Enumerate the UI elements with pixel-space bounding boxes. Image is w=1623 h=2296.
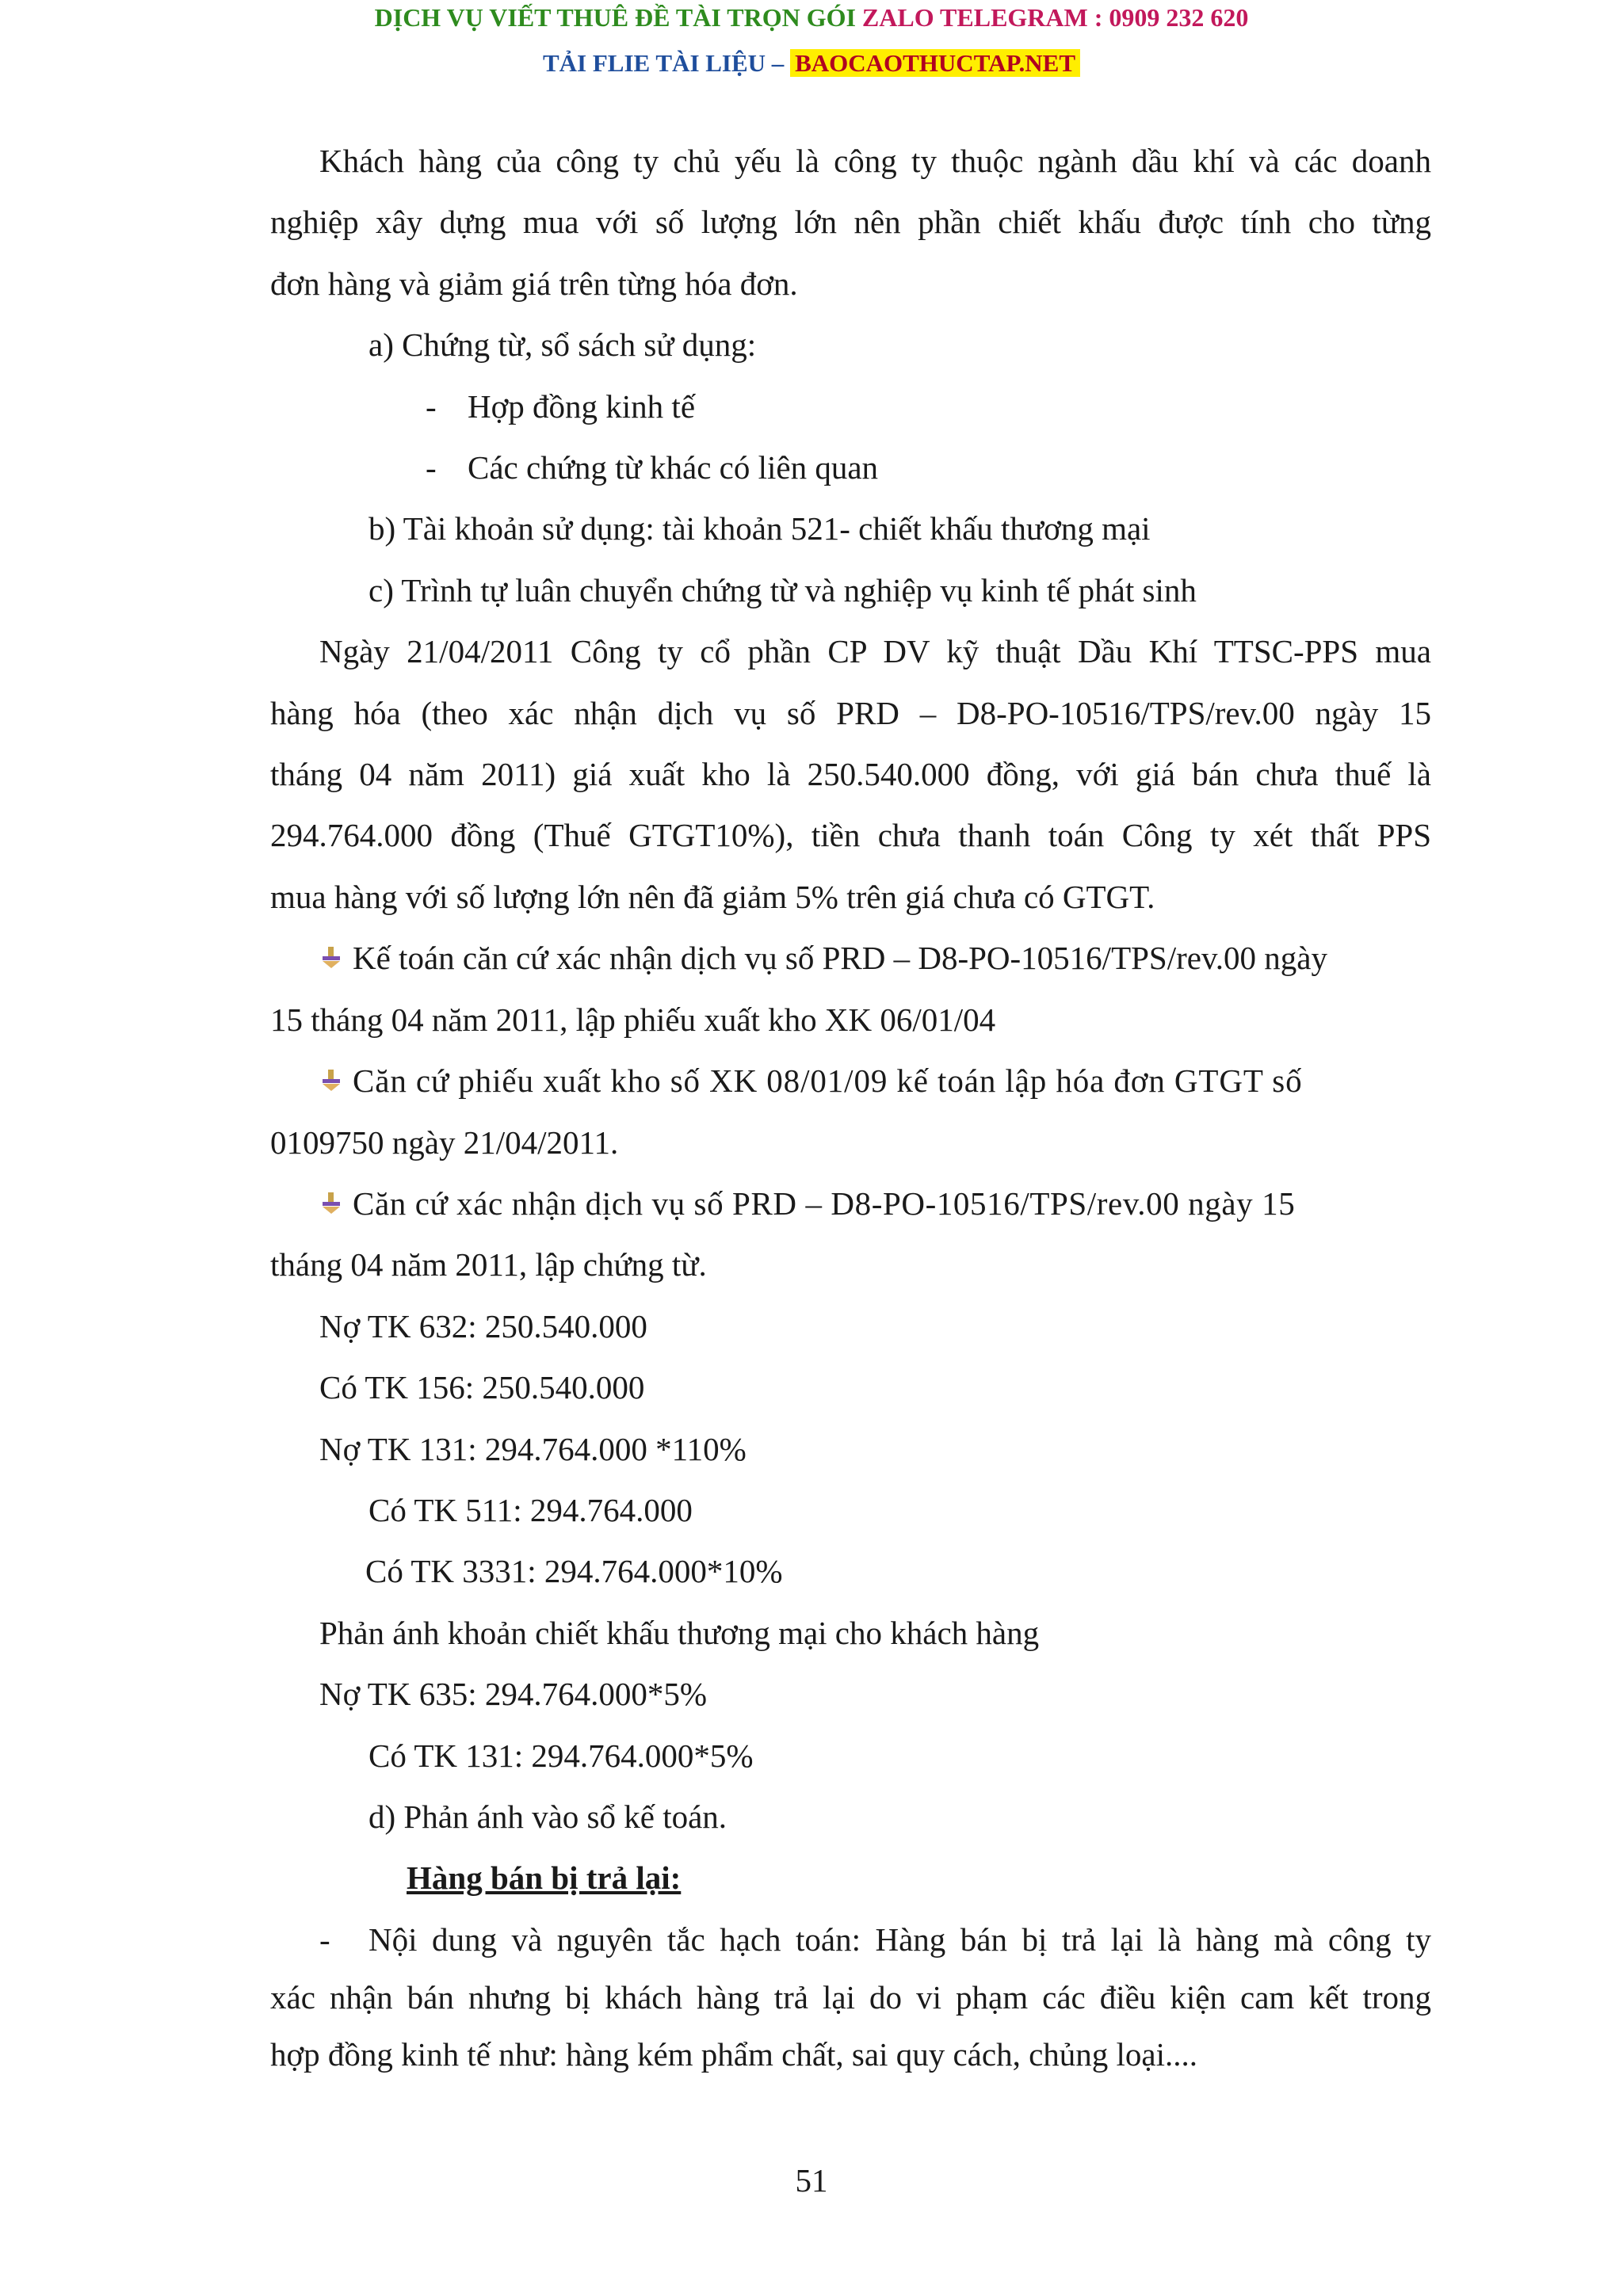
paragraph-text: Nội dung và nguyên tắc hạch toán: Hàng bán bị trả lại là hàng mà công ty bbox=[369, 1920, 1431, 1958]
header-site-link[interactable]: BAOCAOTHUCTAP.NET bbox=[790, 49, 1080, 77]
pointing-hand-icon bbox=[319, 1191, 343, 1215]
header-contact-text: ZALO TELEGRAM : 0909 232 620 bbox=[861, 3, 1249, 32]
journal-entry: Nợ TK 632: 250.540.000 bbox=[319, 1307, 647, 1344]
paragraph-line: hàng hóa (theo xác nhận dịch vụ số PRD – D8-PO-10516/TPS/rev.00 ngày 15 bbox=[270, 694, 1431, 731]
bullet-line bbox=[270, 928, 1431, 989]
paragraph-line: Khách hàng của công ty chủ yếu là công ty thuộc ngành dầu khí và các doanh bbox=[319, 143, 1431, 179]
journal-entry: Có TK 511: 294.764.000 bbox=[369, 1491, 693, 1528]
header-download-text: TẢI FLIE TÀI LIỆU – bbox=[542, 49, 791, 77]
document-body bbox=[270, 131, 1431, 2086]
bullet-line bbox=[270, 1051, 1431, 1112]
paragraph-line: mua hàng với số lượng lớn nên đã giảm 5% trên giá chưa có GTGT. bbox=[270, 878, 1155, 915]
list-item-text: Các chứng từ khác có liên quan bbox=[468, 449, 879, 486]
journal-entry: Có TK 131: 294.764.000*5% bbox=[369, 1737, 754, 1774]
list-item: - Các chứng từ khác có liên quan bbox=[426, 449, 879, 486]
page-number: 51 bbox=[795, 2162, 828, 2199]
paragraph-line: tháng 04 năm 2011, lập chứng từ. bbox=[270, 1246, 707, 1283]
header-service-text: DỊCH VỤ VIẾT THUÊ ĐỀ TÀI TRỌN GÓI bbox=[374, 3, 862, 32]
paragraph-line: hợp đồng kinh tế như: hàng kém phẩm chất, sai quy cách, chủng loại.... bbox=[270, 2036, 1198, 2073]
section-c-heading: c) Trình tự luân chuyển chứng từ và nghiệp vụ kinh tế phát sinh bbox=[369, 571, 1197, 608]
section-a-heading: a) Chứng từ, sổ sách sử dụng: bbox=[369, 326, 757, 364]
bullet-text: Căn cứ xác nhận dịch vụ số PRD – D8-PO-10516/TPS/rev.00 ngày 15 bbox=[353, 1184, 1296, 1222]
journal-entry: Nợ TK 131: 294.764.000 *110% bbox=[319, 1430, 747, 1467]
list-dash: - bbox=[319, 1920, 330, 1958]
bullet-line bbox=[270, 1173, 1431, 1234]
paragraph-line: Phản ánh khoản chiết khấu thương mại cho khách hàng bbox=[319, 1614, 1040, 1651]
paragraph-line: 15 tháng 04 năm 2011, lập phiếu xuất kho XK 06/01/04 bbox=[270, 1001, 996, 1038]
section-d-heading: d) Phản ánh vào sổ kế toán. bbox=[369, 1798, 727, 1835]
paragraph-line bbox=[270, 1909, 1431, 1970]
pointing-hand-icon bbox=[319, 1068, 343, 1092]
paragraph-line: đơn hàng và giảm giá trên từng hóa đơn. bbox=[270, 265, 798, 302]
paragraph-line: xác nhận bán nhưng bị khách hàng trả lại do vi phạm các điều kiện cam kết trong bbox=[270, 1979, 1431, 2016]
journal-entry: Có TK 156: 250.540.000 bbox=[319, 1369, 645, 1406]
paragraph-line: tháng 04 năm 2011) giá xuất kho là 250.540.000 đồng, với giá bán chưa thuế là bbox=[270, 756, 1431, 793]
paragraph-line: 0109750 ngày 21/04/2011. bbox=[270, 1123, 619, 1161]
journal-entry: Nợ TK 635: 294.764.000*5% bbox=[319, 1676, 707, 1713]
bullet-text: Kế toán căn cứ xác nhận dịch vụ số PRD – D8-PO-10516/TPS/rev.00 ngày bbox=[353, 940, 1327, 977]
paragraph-line: 294.764.000 đồng (Thuế GTGT10%), tiền chưa thanh toán Công ty xét thất PPS bbox=[270, 817, 1431, 854]
bullet-text: Căn cứ phiếu xuất kho số XK 08/01/09 kế toán lập hóa đơn GTGT số bbox=[353, 1062, 1303, 1100]
pointing-hand-icon bbox=[319, 945, 343, 969]
journal-entry: Có TK 3331: 294.764.000*10% bbox=[365, 1553, 783, 1590]
list-item-text: Hợp đồng kinh tế bbox=[468, 387, 696, 425]
section-title: Hàng bán bị trả lại: bbox=[407, 1859, 682, 1897]
header-line-2 bbox=[0, 46, 1623, 81]
list-item: - Hợp đồng kinh tế bbox=[426, 387, 696, 425]
section-b-heading: b) Tài khoản sử dụng: tài khoản 521- chiết khấu thương mại bbox=[369, 510, 1151, 547]
header-line-1 bbox=[0, 0, 1623, 35]
paragraph-line: Ngày 21/04/2011 Công ty cổ phần CP DV kỹ thuật Dầu Khí TTSC-PPS mua bbox=[319, 633, 1431, 670]
paragraph-line: nghiệp xây dựng mua với số lượng lớn nên phần chiết khấu được tính cho từng bbox=[270, 204, 1431, 241]
